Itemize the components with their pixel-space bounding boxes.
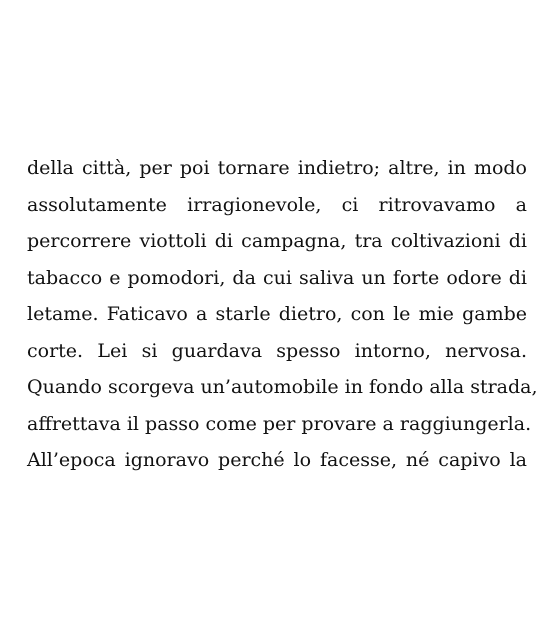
text-line: assolutamente irragionevole, ci ritrovavamo a: [27, 193, 527, 216]
text-line: affrettava il passo come per provare a raggiungerla.: [27, 412, 532, 435]
text-line: della città, per poi tornare indietro; altre, in modo: [27, 157, 527, 179]
text-line: Quando scorgeva un’automobile in fondo alla strada,: [27, 376, 538, 398]
text-line: All’epoca ignoravo perché lo facesse, né capivo la: [27, 449, 527, 471]
text-line: letame. Faticavo a starle dietro, con le mie gambe: [27, 303, 527, 325]
text-line: percorrere viottoli di campagna, tra coltivazioni di: [27, 230, 527, 252]
text-line: tabacco e pomodori, da cui saliva un forte odore di: [27, 266, 527, 289]
text-line: corte. Lei si guardava spesso intorno, nervosa.: [27, 339, 527, 362]
body-paragraph: [27, 150, 538, 479]
